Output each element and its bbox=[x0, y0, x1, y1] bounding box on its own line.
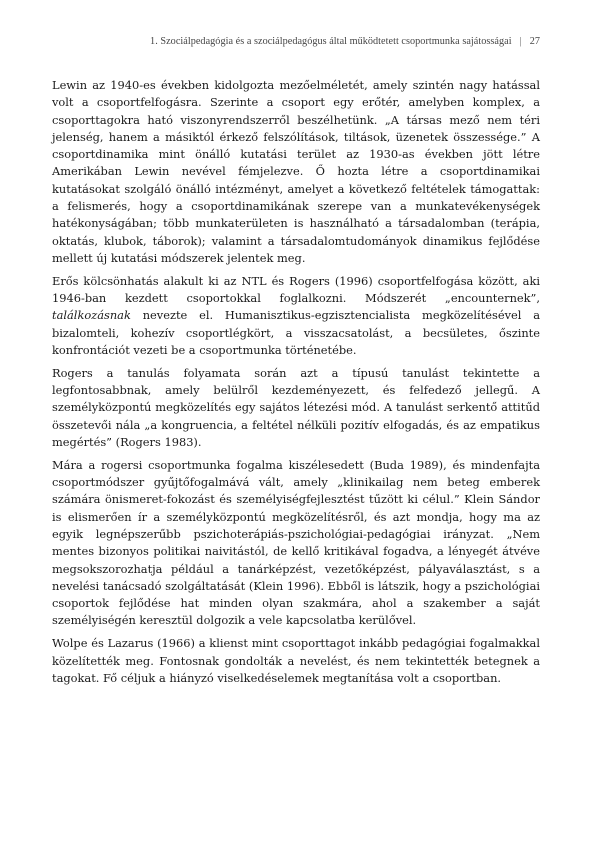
running-head-separator: | bbox=[519, 36, 522, 47]
body-text bbox=[52, 77, 540, 687]
running-head-chapter-title: 1. Szociálpedagógia és a szociálpedagógus által működtetett csoportmunka sajátosságai bbox=[150, 36, 512, 47]
paragraph-ntl-rogers-text-before: Erős kölcsönhatás alakult ki az NTL és Rogers (1996) csoportfelfogása között, aki 1946-ban kezdett csoportokkal foglalkozni. Módszerét „encounternek”, bbox=[52, 273, 540, 306]
paragraph-rogers-learning bbox=[52, 365, 540, 451]
running-head bbox=[150, 36, 540, 47]
paragraph-ntl-rogers bbox=[52, 273, 540, 359]
paragraph-lewin bbox=[52, 77, 540, 267]
paragraph-rogers-group-work bbox=[52, 457, 540, 630]
paragraph-wolpe-lazarus bbox=[52, 635, 540, 687]
page-number: 27 bbox=[529, 36, 540, 47]
paragraph-lewin-text: Lewin az 1940-es években kidolgozta mezőelméletét, amely szintén nagy hatással volt a csoportfelfogásra. Szerinte a csoport egy erőtér, amelyben komplex, a csoporttagokra ható viszonyrendszerről beszélhetünk. „A társas mező nem téri jelenség, hanem a másiktól érkező felszólítások, tiltások, üzenetek összessége.” A csoportdinamika mint önálló kutatási terület az 1930-as években jött létre Amerikában Lewin nevével fémjelezve. Ő hozta létre a csoportdinamikai kutatásokat szolgáló önálló intézményt, amelyet a következő feltételek támogattak: a felismerés, hogy a csoportdinamikának szerepe van a munkatevékenységek hatékonyságában; több munkaterületen is használható a társadalomban (terápia, oktatás, klubok, táborok); valamint a társadalomtudományok dinamikus fejlődése mellett új kutatási módszerek jelentek meg. bbox=[52, 78, 540, 265]
paragraph-rogers-group-work-text: Mára a rogersi csoportmunka fogalma kiszélesedett (Buda 1989), és mindenfajta csoportmódszer gyűjtőfogalmává vált, amely „klinikailag nem beteg emberek számára önismeret-fokozást és személyiségfejlesztést tűzött ki célul.” Klein Sándor is elismerően ír a személyközpontú megközelítésről, és azt mondja, hogy ma az egyik legnépszerűbb pszichoterápiás-pszichológiai-pedagógiai irányzat. „Nem mentes bizonyos politikai naivitástól, de kellő kritikával fogadva, a lényegét átvéve megsokszorozhatja például a tanárképzést, vezetőképzést, pályaválasztást, s a nevelési tanácsadó szolgáltatását (Klein 1996). Ebből is látszik, hogy a pszichológiai csoportok fejlődése hat minden olyan szakmára, ahol a szakember a saját személyiségén keresztül dolgozik a vele kapcsolatba kerülővel. bbox=[52, 457, 540, 628]
paragraph-wolpe-lazarus-text: Wolpe és Lazarus (1966) a klienst mint csoporttagot inkább pedagógiai fogalmakkal közelítették meg. Fontosnak gondolták a nevelést, és nem tekintették betegnek a tagokat. Fő céljuk a hiányzó viselkedéselemek megtanítása volt a csoportban. bbox=[52, 636, 540, 685]
paragraph-rogers-learning-text: Rogers a tanulás folyamata során azt a típusú tanulást tekintette a legfontosabbnak, amely belülről kezdeményezett, és felfedező jellegű. A személyközpontú megközelítés egy sajátos létezési mód. A tanulást serkentő attitűd összetevői nála „a kongruencia, a feltétel nélküli pozitív elfogadás, és az empatikus megértés” (Rogers 1983). bbox=[52, 365, 540, 449]
paragraph-ntl-rogers-text-after: nevezte el. Humanisztikus-egzisztencialista megközelítésével a bizalomteli, kohezív csoportlégkört, a visszacsatolást, a becsületes, őszinte konfrontációt vezeti be a csoportmunka történetébe. bbox=[52, 308, 540, 357]
paragraph-ntl-rogers-italic-term: találkozásnak bbox=[52, 308, 131, 323]
